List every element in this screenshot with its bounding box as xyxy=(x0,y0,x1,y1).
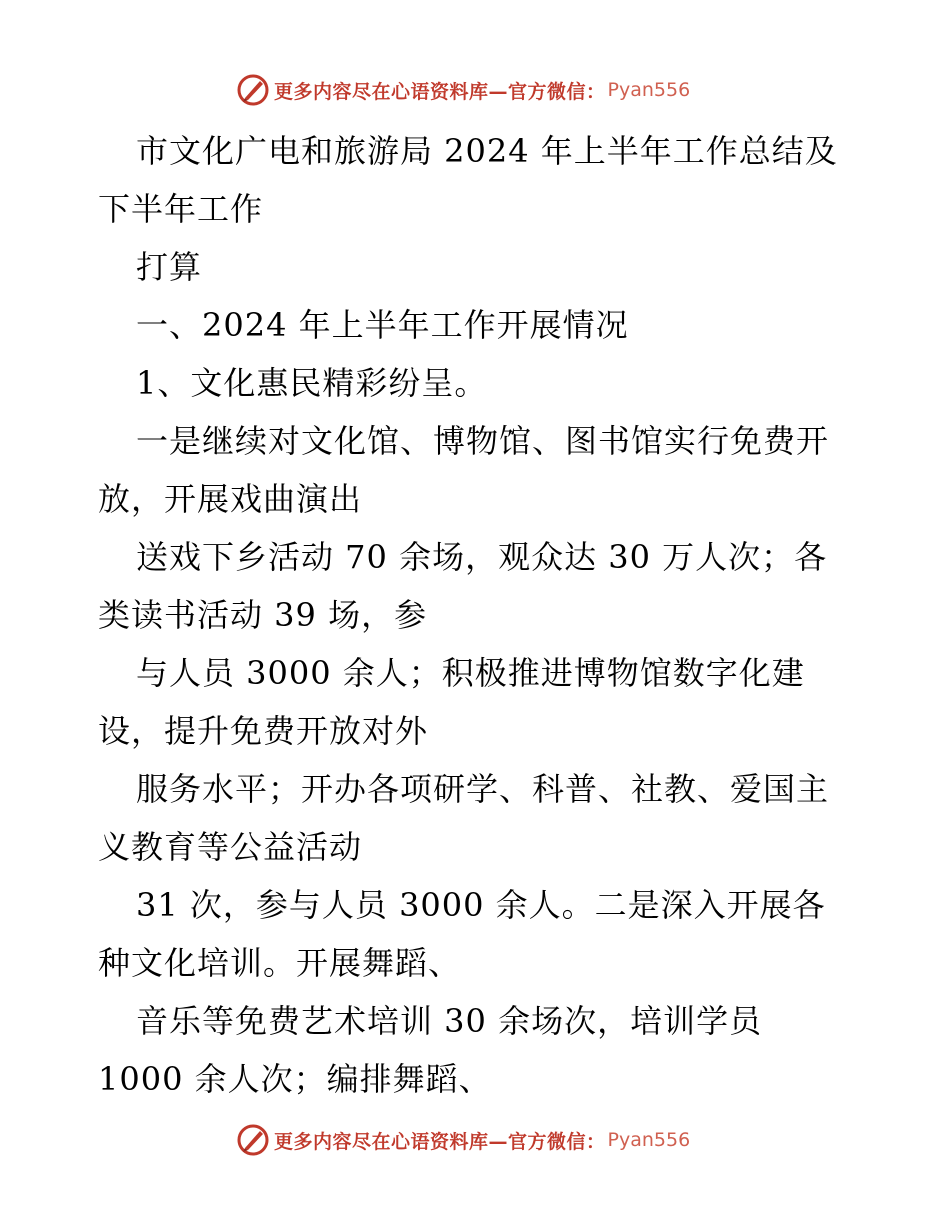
text-line: 类读书活动 39 场，参 xyxy=(98,596,428,634)
text-line: 市文化广电和旅游局 2024 年上半年工作总结及 xyxy=(136,132,838,170)
text-line: 一是继续对文化馆、博物馆、图书馆实行免费开 xyxy=(136,422,830,460)
text-line: 音乐等免费艺术培训 30 余场次，培训学员 xyxy=(136,1002,763,1040)
text-line: 31 次，参与人员 3000 余人。二是深入开展各 xyxy=(136,886,826,924)
text-line: 放，开展戏曲演出 xyxy=(98,480,363,518)
text-line: 1、文化惠民精彩纷呈。 xyxy=(136,364,488,402)
footer-banner[interactable] xyxy=(236,1122,690,1158)
text-line: 义教育等公益活动 xyxy=(98,828,363,866)
banner-wechat-id: Pyan556 xyxy=(607,1129,691,1151)
header-banner[interactable] xyxy=(236,72,690,108)
banner-wechat-id: Pyan556 xyxy=(607,79,691,101)
quill-pen-logo-icon xyxy=(236,73,270,107)
text-line: 服务水平；开办各项研学、科普、社教、爱国主 xyxy=(136,770,830,808)
text-line: 种文化培训。开展舞蹈、 xyxy=(98,944,462,982)
quill-pen-logo-icon xyxy=(236,1123,270,1157)
text-line: 与人员 3000 余人；积极推进博物馆数字化建 xyxy=(136,654,805,692)
text-line: 下半年工作 xyxy=(98,190,264,228)
banner-text: 更多内容尽在心语资料库—官方微信： xyxy=(274,1130,606,1153)
document-body xyxy=(98,122,858,1108)
text-line: 一、2024 年上半年工作开展情况 xyxy=(136,306,629,344)
banner-text: 更多内容尽在心语资料库—官方微信： xyxy=(274,80,606,103)
text-line: 送戏下乡活动 70 余场，观众达 30 万人次；各 xyxy=(136,538,828,576)
text-line: 设，提升免费开放对外 xyxy=(98,712,429,750)
text-line: 1000 余人次；编排舞蹈、 xyxy=(98,1060,492,1098)
text-line: 打算 xyxy=(136,248,203,286)
